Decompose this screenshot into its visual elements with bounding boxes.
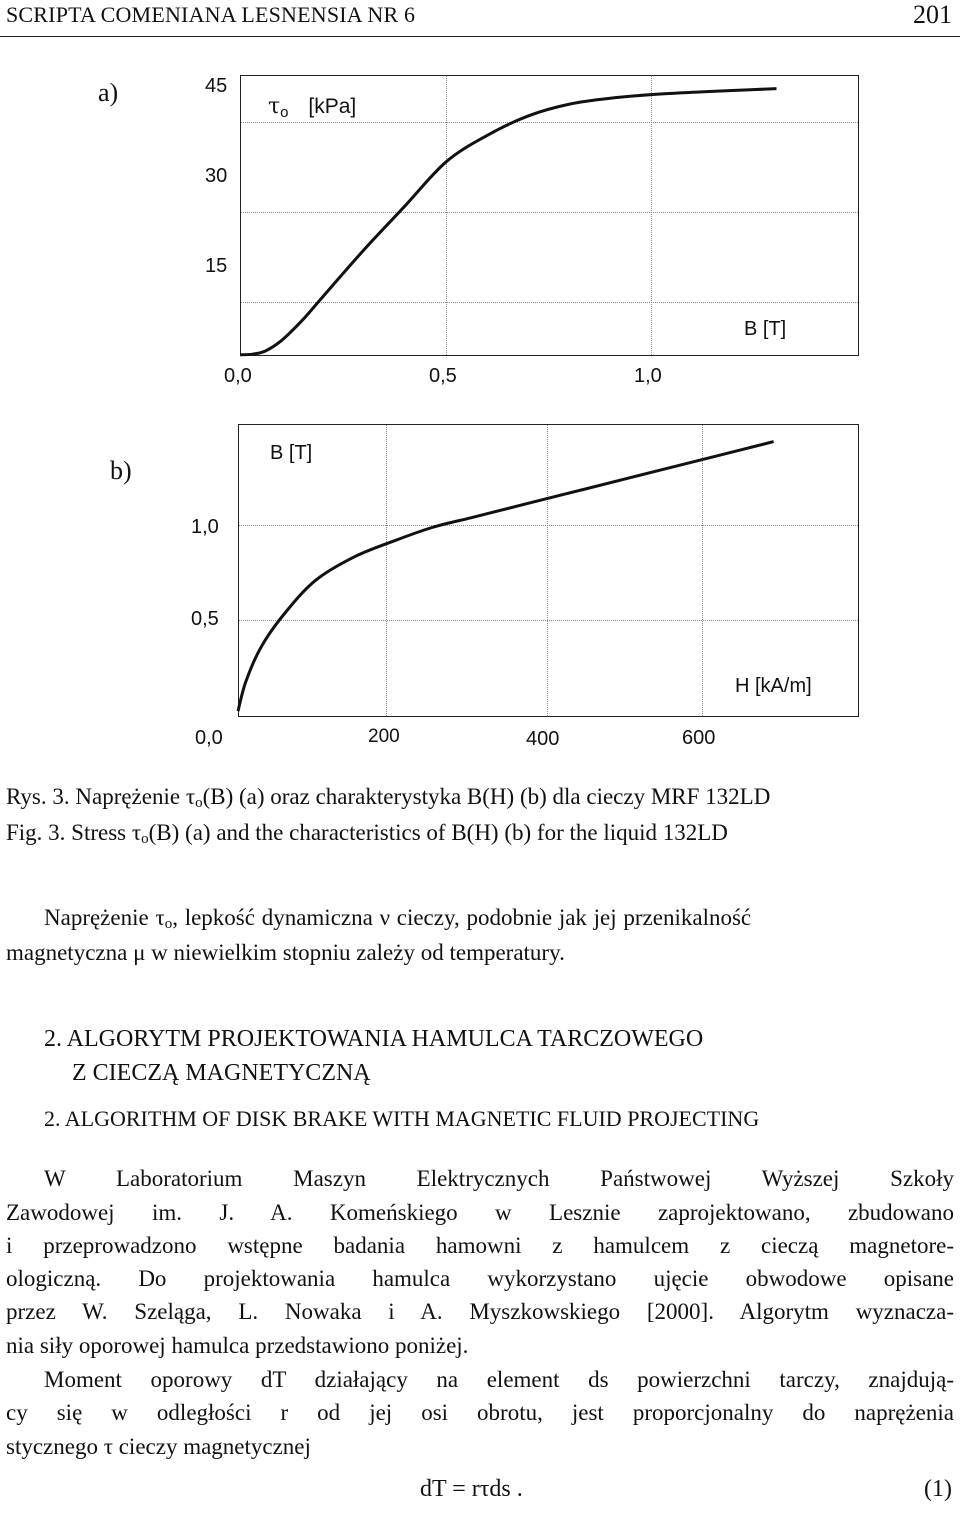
figure-caption-en: Fig. 3. Stress τo(B) (a) and the characteristics of B(H) (b) for the liquid 132LD — [6, 820, 728, 847]
x-tick-label: 1,0 — [634, 365, 662, 387]
panel-a-label: a) — [98, 78, 119, 107]
y-axis-label-b: B [T] — [270, 442, 313, 464]
x-tick-label: 0,0 — [224, 365, 252, 387]
plot-b-curve-area — [238, 424, 859, 717]
x-tick-label: 200 — [368, 726, 400, 747]
y-tick-label: 15 — [205, 255, 228, 277]
x-tick-label: 0,5 — [429, 365, 457, 387]
body-line: Moment oporowy dT działający na element ds powierzchni tarczy, znajdują- — [44, 1367, 954, 1392]
series-line — [240, 89, 777, 355]
header-rule — [0, 36, 960, 37]
section-heading-en: 2. ALGORITHM OF DISK BRAKE WITH MAGNETIC FLUID PROJECTING — [44, 1106, 760, 1131]
y-tick-label: 0,0 — [195, 727, 223, 749]
page-number: 201 — [913, 0, 952, 29]
body-line: W Laboratorium Maszyn Elektrycznych Państwowej Wyższej Szkoły — [44, 1166, 954, 1191]
x-tick-label: 600 — [682, 727, 716, 749]
panel-b-label: b) — [110, 456, 132, 485]
running-header — [6, 2, 415, 28]
y-tick-label: 1,0 — [191, 516, 219, 538]
body-line: Zawodowej im. J. A. Komeńskiego w Lesznie zaprojektowano, zbudowano — [6, 1200, 954, 1225]
y-tick-label: 0,5 — [191, 608, 219, 630]
body-line: stycznego τ cieczy magnetycznej — [6, 1434, 311, 1459]
x-axis-label-a: B [T] — [744, 318, 787, 340]
series-line — [238, 442, 774, 711]
x-axis-label-b: H [kA/m] — [735, 675, 812, 697]
equation: dT = rτds . — [420, 1476, 523, 1502]
tau-symbol: τ — [268, 94, 281, 119]
y-tick-label: 30 — [205, 165, 228, 187]
y-tick-label: 45 — [205, 75, 228, 97]
section-heading-pl: Z CIECZĄ MAGNETYCZNĄ — [72, 1060, 371, 1086]
body-line: ologiczną. Do projektowania hamulca wykorzystano ujęcie obwodowe opisane — [6, 1266, 954, 1291]
body-line: i przeprowadzono wstępne badania hamowni z hamulcem z cieczą magnetore- — [6, 1233, 954, 1258]
intro-line: magnetyczna μ w niewielkim stopniu zależy od temperatury. — [6, 940, 565, 965]
journal-title: SCRIPTA COMENIANA LESNENSIA NR 6 — [6, 2, 416, 27]
x-tick-label: 400 — [526, 728, 560, 750]
body-line: nia siły oporowej hamulca przedstawiono poniżej. — [6, 1333, 469, 1358]
figure-caption-pl: Rys. 3. Naprężenie τo(B) (a) oraz charakterystyka B(H) (b) dla cieczy MRF 132LD — [6, 784, 771, 811]
body-line: cy się w odległości r od jej osi obrotu, jest proporcjonalny do naprężenia — [6, 1400, 954, 1425]
y-axis-label-a: τo [kPa] — [268, 94, 357, 121]
equation-number: (1) — [924, 1476, 952, 1502]
section-heading-pl: 2. ALGORYTM PROJEKTOWANIA HAMULCA TARCZOWEGO — [44, 1026, 704, 1052]
body-line: przez W. Szeląga, L. Nowaka i A. Myszkowskiego [2000]. Algorytm wyznacza- — [6, 1299, 954, 1324]
intro-line: Naprężenie τo, lepkość dynamiczna ν cieczy, podobnie jak jej przenikalność — [44, 905, 752, 932]
